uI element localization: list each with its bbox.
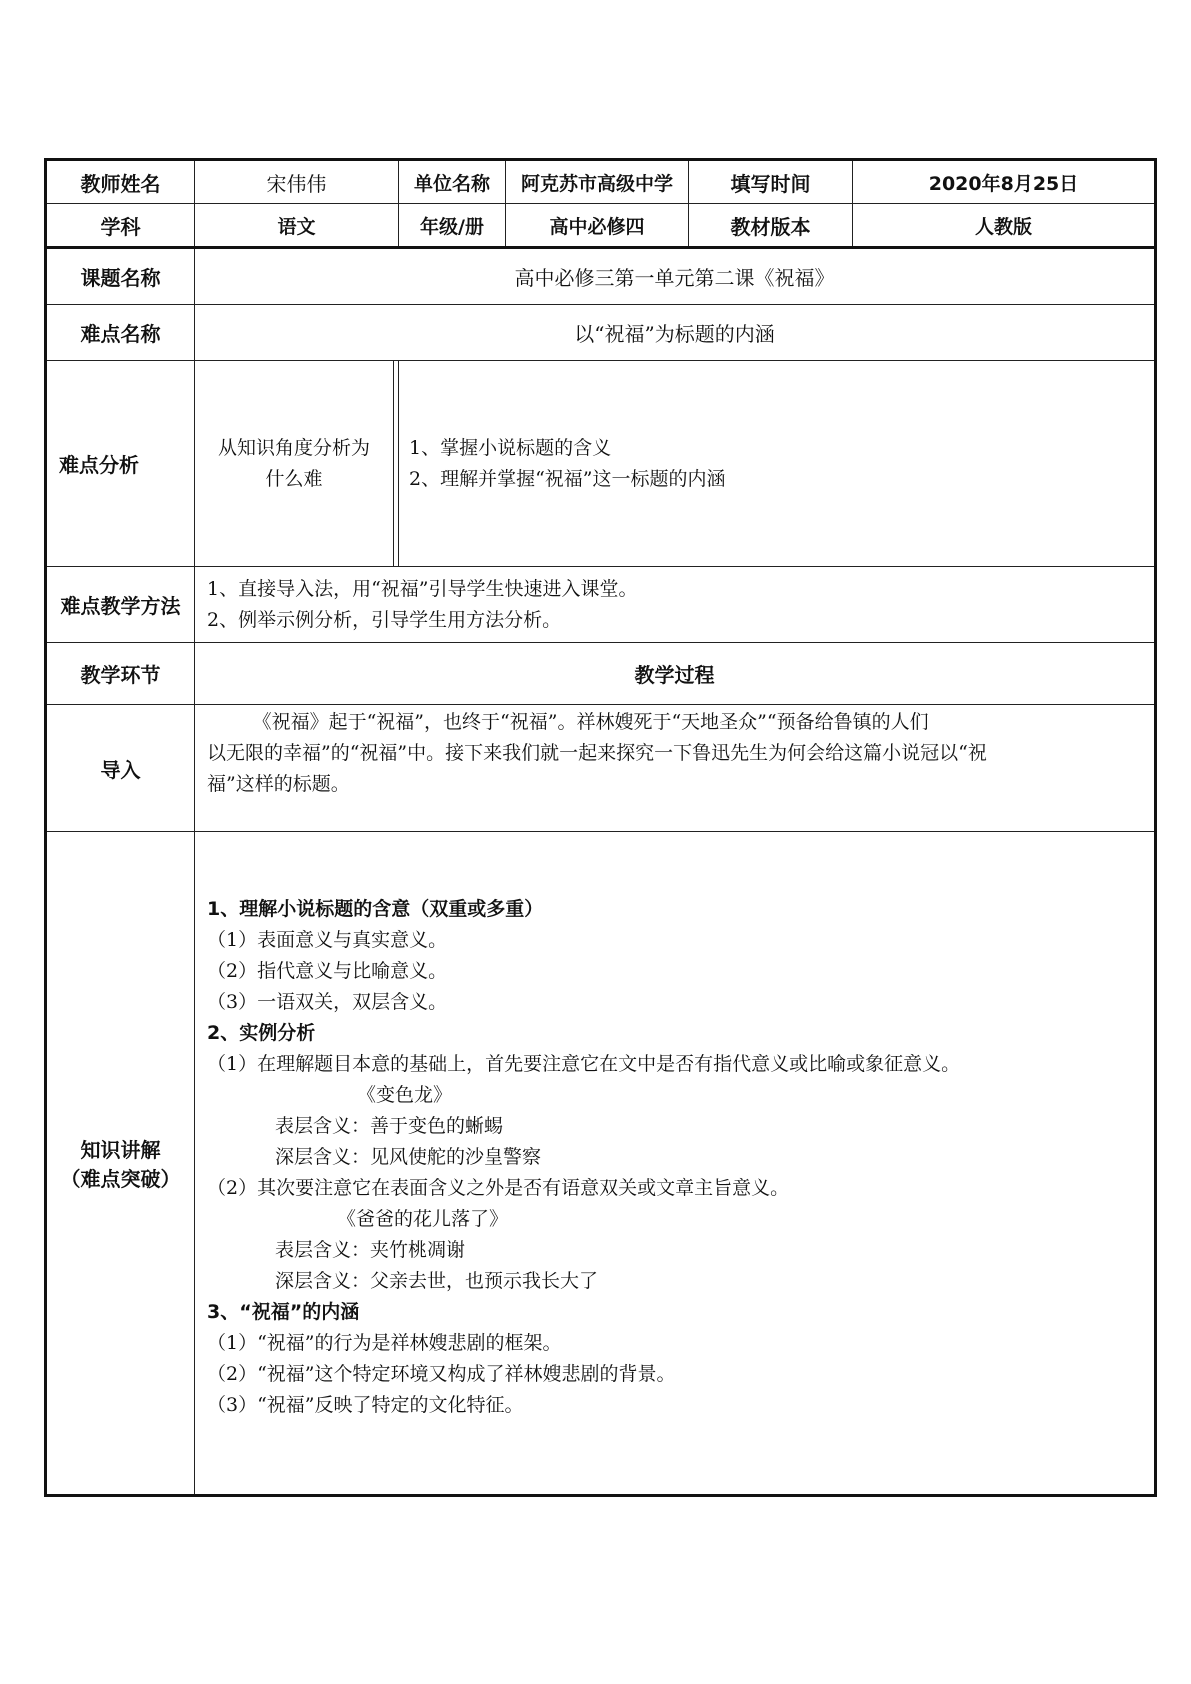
- knowledge-content: [195, 832, 1156, 1496]
- example-1-deep: 深层含义：见风使舵的沙皇警察: [275, 1146, 542, 1168]
- analysis-label: 难点分析: [46, 361, 195, 567]
- fill-date-value: 2020年8月25日: [853, 160, 1156, 204]
- analysis-item-1: 1、掌握小说标题的含义: [409, 436, 612, 459]
- intro-content: [195, 705, 1156, 832]
- topic-row: [46, 248, 1156, 305]
- unit-name-value: 阿克苏市高级中学: [506, 160, 689, 204]
- difficulty-label: 难点名称: [46, 305, 195, 361]
- topic-label: 课题名称: [46, 248, 195, 305]
- section-1-item-1: （1）表面意义与真实意义。: [207, 929, 448, 951]
- example-2-surface: 表层含义：夹竹桃凋谢: [275, 1239, 466, 1261]
- section-2-point-2: （2）其次要注意它在表面含义之外是否有语意双关或文章主旨意义。: [207, 1177, 790, 1199]
- teacher-name-value: 宋伟伟: [195, 160, 399, 204]
- lesson-plan-sheet: [44, 158, 1154, 1497]
- lesson-plan-table: [44, 158, 1157, 1497]
- method-content: [195, 567, 1156, 643]
- knowledge-row: [46, 832, 1156, 1496]
- analysis-row: [46, 361, 1156, 567]
- difficulty-row: [46, 305, 1156, 361]
- analysis-sub-label-line1: 从知识角度分析为: [217, 436, 370, 459]
- example-2-deep: 深层含义：父亲去世，也预示我长大了: [275, 1270, 599, 1292]
- section-1-title: 1、理解小说标题的含意（双重或多重）: [207, 898, 544, 920]
- process-header-row: [46, 643, 1156, 705]
- method-row: [46, 567, 1156, 643]
- subject-label: 学科: [46, 204, 195, 248]
- header-row-1: [46, 160, 1156, 204]
- subject-value: 语文: [195, 204, 399, 248]
- process-stage-label: 教学环节: [46, 643, 195, 705]
- analysis-sub-label: [195, 361, 394, 567]
- analysis-sub-label-line2: 什么难: [265, 467, 323, 490]
- process-title: 教学过程: [195, 643, 1156, 705]
- method-item-1: 1、直接导入法，用“祝福”引导学生快速进入课堂。: [207, 577, 638, 600]
- section-2-point-1: （1）在理解题目本意的基础上，首先要注意它在文中是否有指代意义或比喻或象征意义。: [207, 1053, 961, 1075]
- section-3-title: 3、“祝福”的内涵: [207, 1301, 360, 1323]
- analysis-content: [399, 361, 1156, 567]
- edition-value: 人教版: [853, 204, 1156, 248]
- teacher-name-label: 教师姓名: [46, 160, 195, 204]
- example-2-title: 《爸爸的花儿落了》: [337, 1208, 509, 1230]
- section-3-item-3: （3）“祝福”反映了特定的文化特征。: [207, 1394, 524, 1416]
- grade-value: 高中必修四: [506, 204, 689, 248]
- intro-line-3: 福”这样的标题。: [207, 773, 350, 795]
- intro-line-2: 以无限的幸福”的“祝福”中。接下来我们就一起来探究一下鲁迅先生为何会给这篇小说冠以“祝: [207, 742, 987, 764]
- grade-label: 年级/册: [399, 204, 506, 248]
- difficulty-value: 以“祝福”为标题的内涵: [195, 305, 1156, 361]
- edition-label: 教材版本: [689, 204, 853, 248]
- section-3-item-1: （1）“祝福”的行为是祥林嫂悲剧的框架。: [207, 1332, 562, 1354]
- intro-line-1: 《祝福》起于“祝福”，也终于“祝福”。祥林嫂死于“天地圣众”“预备给鲁镇的人们: [252, 711, 929, 733]
- intro-row: [46, 705, 1156, 832]
- knowledge-label-line2: （难点突破）: [60, 1167, 181, 1191]
- unit-name-label: 单位名称: [399, 160, 506, 204]
- section-2-title: 2、实例分析: [207, 1022, 316, 1044]
- section-1-item-2: （2）指代意义与比喻意义。: [207, 960, 448, 982]
- section-1-item-3: （3）一语双关，双层含义。: [207, 991, 448, 1013]
- example-1-title: 《变色龙》: [357, 1084, 453, 1106]
- knowledge-label: [46, 832, 195, 1496]
- header-row-2: [46, 204, 1156, 248]
- method-label: 难点教学方法: [46, 567, 195, 643]
- fill-date-label: 填写时间: [689, 160, 853, 204]
- section-3-item-2: （2）“祝福”这个特定环境又构成了祥林嫂悲剧的背景。: [207, 1363, 676, 1385]
- topic-value: 高中必修三第一单元第二课《祝福》: [195, 248, 1156, 305]
- analysis-item-2: 2、理解并掌握“祝福”这一标题的内涵: [409, 467, 726, 490]
- method-item-2: 2、例举示例分析，引导学生用方法分析。: [207, 608, 562, 631]
- intro-label: 导入: [46, 705, 195, 832]
- knowledge-label-line1: 知识讲解: [80, 1138, 161, 1162]
- example-1-surface: 表层含义：善于变色的蜥蜴: [275, 1115, 504, 1137]
